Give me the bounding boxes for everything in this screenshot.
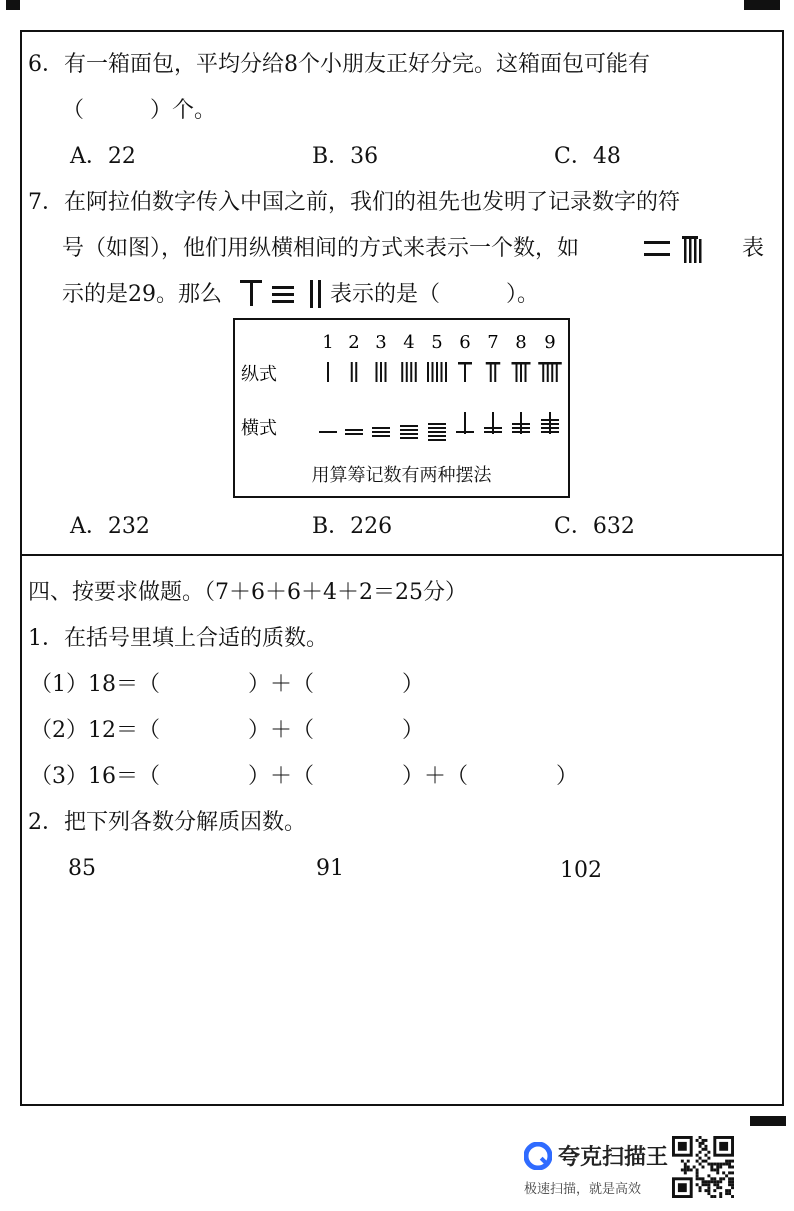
digit-header: 1 bbox=[322, 332, 334, 353]
figure-caption: 用算筹记数有两种摆法 bbox=[311, 465, 492, 486]
q7-option-b: B．226 bbox=[312, 514, 393, 539]
q1-item-3: （3）16＝（ ）＋（ ）＋（ ） bbox=[30, 764, 578, 789]
q2-title: 2．把下列各数分解质因数。 bbox=[28, 810, 306, 835]
q1-item-1: （1）18＝（ ）＋（ ） bbox=[30, 672, 424, 697]
registration-mark bbox=[750, 1116, 786, 1126]
digit-header: 9 bbox=[544, 332, 556, 353]
registration-mark bbox=[6, 0, 20, 10]
digit-header: 4 bbox=[403, 332, 415, 353]
digit-header: 2 bbox=[348, 332, 360, 353]
qr-code-icon bbox=[672, 1136, 734, 1198]
q6-option-c: C．48 bbox=[554, 144, 621, 169]
digit-header: 6 bbox=[459, 332, 471, 353]
digit-header: 5 bbox=[431, 332, 443, 353]
brand-slogan: 极速扫描，就是高效 bbox=[524, 1182, 642, 1197]
q7-stem-line3: 示的是29。那么 bbox=[62, 282, 222, 307]
q7-stem-tail: 表 bbox=[742, 236, 765, 261]
q6-blank: （ ）个。 bbox=[62, 98, 217, 123]
counting-rods-figure bbox=[233, 318, 570, 498]
q2-number-3: 102 bbox=[560, 858, 602, 883]
q2-number-2: 91 bbox=[316, 856, 344, 881]
registration-mark bbox=[744, 0, 780, 10]
rod-numeral-question bbox=[236, 276, 332, 312]
row-label-horizontal: 横式 bbox=[241, 418, 277, 439]
row-label-vertical: 纵式 bbox=[241, 364, 277, 385]
q7-stem-line3-end: 表示的是（ ）。 bbox=[330, 282, 540, 307]
digit-header: 7 bbox=[487, 332, 499, 353]
rod-numeral-29 bbox=[640, 232, 740, 266]
q6-option-a: A．22 bbox=[70, 144, 136, 169]
q7-stem: 7．在阿拉伯数字传入中国之前，我们的祖先也发明了记录数字的符 bbox=[28, 190, 680, 215]
brand-logo-icon bbox=[524, 1142, 552, 1170]
q6-option-b: B．36 bbox=[312, 144, 379, 169]
digit-header: 8 bbox=[515, 332, 527, 353]
section-title: 四、按要求做题。（7＋6＋6＋4＋2＝25分） bbox=[28, 580, 467, 605]
q1-item-2: （2）12＝（ ）＋（ ） bbox=[30, 718, 424, 743]
q1-title: 1．在括号里填上合适的质数。 bbox=[28, 626, 328, 651]
section-divider bbox=[20, 554, 784, 556]
q7-option-a: A．232 bbox=[70, 514, 150, 539]
q7-option-c: C．632 bbox=[554, 514, 635, 539]
q7-stem-line2: 号（如图），他们用纵横相间的方式来表示一个数，如 bbox=[62, 236, 580, 261]
q6-stem: 6．有一箱面包，平均分给8个小朋友正好分完。这箱面包可能有 bbox=[28, 52, 650, 77]
digit-header: 3 bbox=[375, 332, 387, 353]
brand-name: 夸克扫描王 bbox=[558, 1145, 669, 1170]
q2-number-1: 85 bbox=[68, 856, 96, 881]
